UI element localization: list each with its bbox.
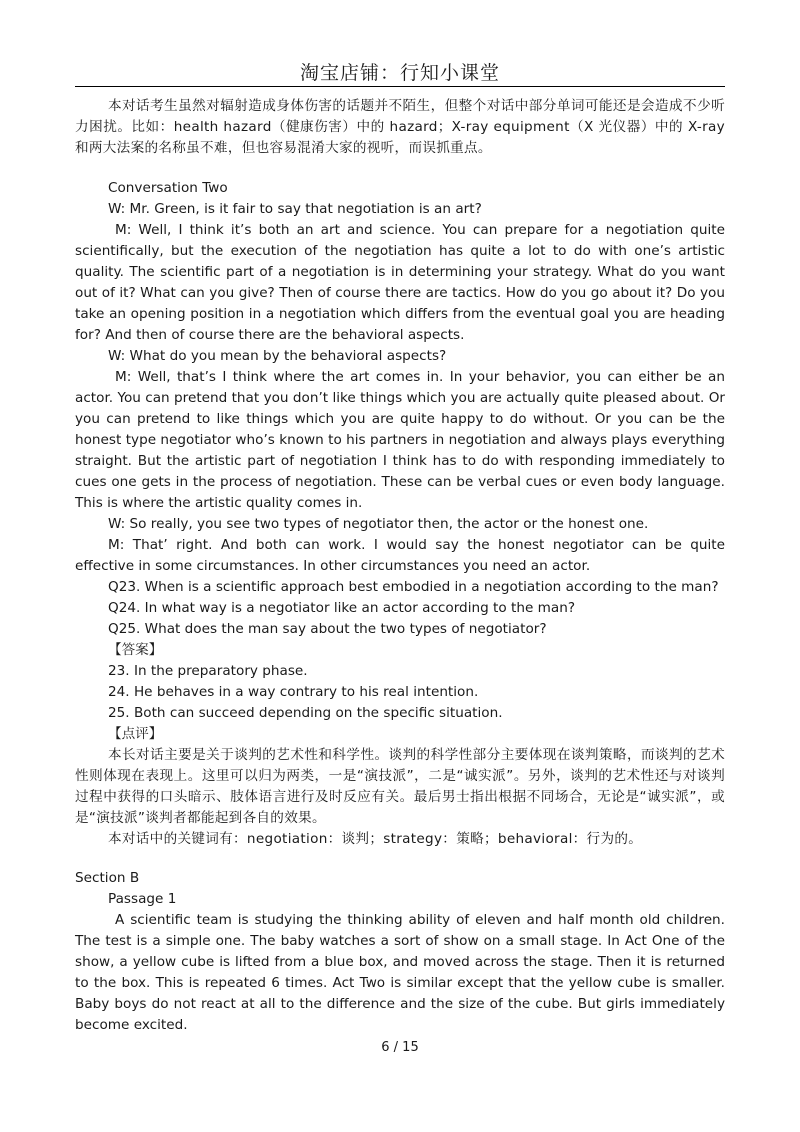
- comment-label: 【点评】: [108, 726, 163, 742]
- dialogue-line: W: So really, you see two types of negotiator then, the actor or the honest one.: [108, 516, 649, 532]
- question-23: Q23. When is a scientific approach best embodied in a negotiation according to the man?: [108, 579, 719, 595]
- passage-title: Passage 1: [108, 891, 177, 907]
- page-header: [75, 56, 725, 87]
- answer-label: 【答案】: [108, 642, 163, 658]
- comment-paragraph: 本长对话主要是关于谈判的艺术性和科学性。谈判的科学性部分主要体现在谈判策略，而谈判的艺术性则体现在表现上。这里可以归为两类，一是“演技派”，二是“诚实派”。另外，谈判的艺术性还与对谈判过程中获得的口头暗示、肢体语言进行及时反应有关。最后男士指出根据不同场合，无论是“诚实派”，或是“演技派”谈判者都能起到各自的效果。: [75, 747, 725, 826]
- answer-24: 24. He behaves in a way contrary to his real intention.: [108, 684, 479, 700]
- document-body: [75, 96, 725, 1036]
- section-heading: Section B: [75, 870, 140, 886]
- keywords-paragraph: 本对话中的关键词有：negotiation：谈判；strategy：策略；behavioral：行为的。: [108, 831, 643, 847]
- dialogue-line: W: Mr. Green, is it fair to say that negotiation is an art?: [108, 201, 482, 217]
- dialogue-line: M: That’ right. And both can work. I would say the honest negotiator can be quite effective in some circumstances. In other circumstances you need an actor.: [75, 537, 725, 574]
- conversation-title: Conversation Two: [108, 180, 228, 196]
- header-title: 淘宝店铺：行知小课堂: [299, 62, 500, 84]
- dialogue-line: M: Well, that’s I think where the art comes in. In your behavior, you can either be an actor. You can pretend that you don’t like things which you are actually quite pleased about. Or you can pretend to like things which you are quite happy to do without. Or you can be the honest type negotiator who’s known to his partners in negotiation and always plays everything straight. But the artistic part of negotiation I think has to do with responding immediately to cues one gets in the process of negotiation. These can be verbal cues or even body language. This is where the artistic quality comes in.: [75, 369, 725, 511]
- answer-25: 25. Both can succeed depending on the specific situation.: [108, 705, 503, 721]
- dialogue-line: W: What do you mean by the behavioral aspects?: [108, 348, 447, 364]
- answer-23: 23. In the preparatory phase.: [108, 663, 308, 679]
- question-25: Q25. What does the man say about the two types of negotiator?: [108, 621, 547, 637]
- dialogue-line: M: Well, I think it’s both an art and science. You can prepare for a negotiation quite scientifically, but the execution of the negotiation has quite a lot to do with one’s artistic quality. The scientific part of a negotiation is in determining your strategy. What do you want out of it? What can you give? Then of course there are tactics. How do you go about it? Do you take an opening position in a negotiation which differs from the eventual goal you are heading for? And then of course there are the behavioral aspects.: [75, 222, 725, 343]
- intro-paragraph: 本对话考生虽然对辐射造成身体伤害的话题并不陌生，但整个对话中部分单词可能还是会造成不少听力困扰。比如：health hazard（健康伤害）中的 hazard；X-ray equipment（X 光仪器）中的 X-ray 和两大法案的名称虽不难，但也容易混淆大家的视听，而误抓重点。: [75, 98, 725, 156]
- question-24: Q24. In what way is a negotiator like an actor according to the man?: [108, 600, 576, 616]
- page-number: 6 / 15: [381, 1040, 419, 1055]
- passage-paragraph: A scientific team is studying the thinking ability of eleven and half month old children. The test is a simple one. The baby watches a sort of show on a small stage. In Act One of the show, a yellow cube is lifted from a blue box, and moved across the stage. Then it is returned to the box. This is repeated 6 times. Act Two is similar except that the yellow cube is smaller. Baby boys do not react at all to the difference and the size of the cube. But girls immediately become excited.: [75, 912, 725, 1033]
